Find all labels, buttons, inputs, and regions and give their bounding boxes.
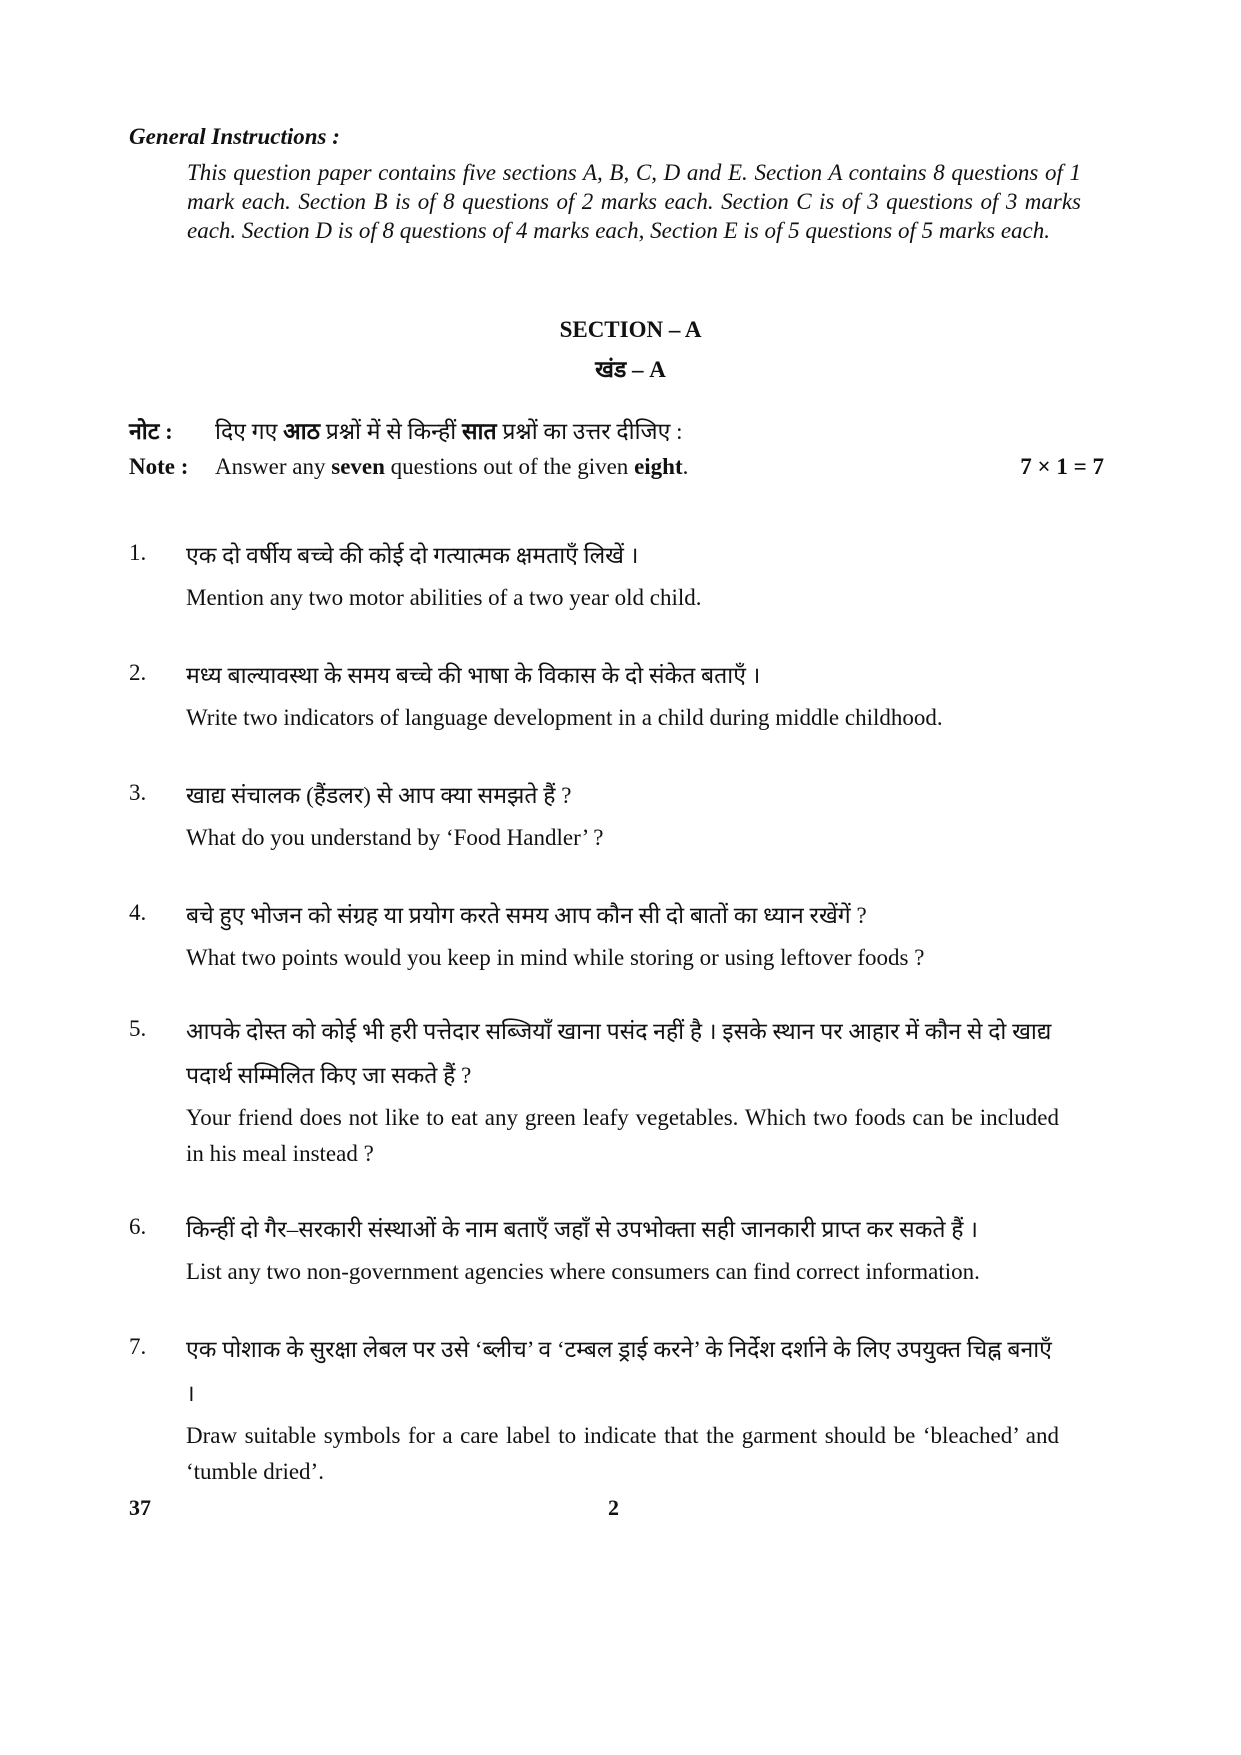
question-body: [186, 780, 1059, 856]
question-english: Mention any two motor abilities of a two year old child.: [186, 585, 702, 610]
note-label-hindi: नोट :: [129, 419, 173, 444]
question-number: 6.: [129, 1214, 147, 1239]
question-hindi: खाद्य संचालक (हैंडलर) से आप क्या समझते हैं ?: [186, 783, 572, 808]
marks-allocation: 7 × 1 = 7: [1020, 454, 1104, 479]
question-english: What do you understand by ‘Food Handler’ ?: [186, 825, 604, 850]
question-hindi: एक दो वर्षीय बच्चे की कोई दो गत्यात्मक क्षमताएँ लिखें ।: [186, 543, 639, 568]
question-body: [186, 1214, 1059, 1290]
note-text-english: [215, 454, 688, 480]
note-text-hindi: [215, 414, 682, 446]
question-english: Draw suitable symbols for a care label to indicate that the garment should be ‘bleached’ and ‘tumble dried’.: [186, 1423, 1059, 1484]
question-english: What two points would you keep in mind while storing or using leftover foods ?: [186, 945, 925, 970]
paper-code: 37: [129, 1495, 151, 1520]
question-number: 3.: [129, 780, 147, 805]
question-hindi: मध्य बाल्यावस्था के समय बच्चे की भाषा के विकास के दो संकेत बताएँ ।: [186, 663, 761, 688]
question-hindi: बचे हुए भोजन को संग्रह या प्रयोग करते समय आप कौन सी दो बातों का ध्यान रखेंगें ?: [186, 903, 867, 928]
question-number: 7.: [129, 1334, 147, 1359]
note-hi-bold-eight: आठ: [283, 419, 320, 444]
note-en-bold-seven: seven: [331, 454, 385, 479]
question-body: [186, 900, 1059, 976]
question-hindi: किन्हीं दो गैर–सरकारी संस्थाओं के नाम बताएँ जहाँ से उपभोक्ता सही जानकारी प्राप्त कर सकते हैं ।: [186, 1217, 978, 1242]
note-hi-part1: दिए गए: [215, 419, 284, 444]
page-number: 2: [608, 1495, 619, 1520]
section-title-english: SECTION – A: [559, 317, 702, 342]
question-number: 1.: [129, 540, 147, 565]
note-hi-bold-seven: सात: [461, 419, 497, 444]
question-english: Your friend does not like to eat any green leafy vegetables. Which two foods can be included in his meal instead ?: [186, 1105, 1059, 1166]
note-hi-part2: प्रश्नों में से किन्हीं: [319, 419, 462, 444]
question-hindi: आपके दोस्त को कोई भी हरी पत्तेदार सब्जियाँ खाना पसंद नहीं है । इसके स्थान पर आहार में कौन से दो खाद्य पदार्थ सम्मिलित किए जा सकते हैं ?: [186, 1019, 1052, 1088]
question-body: [186, 1334, 1059, 1490]
note-en-part3: .: [682, 454, 689, 479]
note-hi-part3: प्रश्नों का उत्तर दीजिए :: [496, 419, 683, 444]
question-number: 2.: [129, 660, 147, 685]
question-hindi: एक पोशाक के सुरक्षा लेबल पर उसे ‘ब्लीच’ व ‘टम्बल ड्राई करने’ के निर्देश दर्शाने के लिए उपयुक्त चिह्न बनाएँ ।: [186, 1337, 1052, 1406]
question-number: 5.: [129, 1016, 147, 1041]
question-number: 4.: [129, 900, 147, 925]
general-instructions-heading: General Instructions :: [129, 124, 340, 149]
question-english: Write two indicators of language development in a child during middle childhood.: [186, 705, 943, 730]
general-instructions-text: This question paper contains five sections A, B, C, D and E. Section A contains 8 questions of 1 mark each. Section B is of 8 questions of 2 marks each. Section C is of 3 questions of 3 marks each. Section D is of 8 questions of 4 marks each, Section E is of 5 questions of 5 marks each.: [187, 160, 1081, 243]
section-title-hindi: खंड – A: [595, 357, 666, 382]
question-body: [186, 660, 1059, 736]
note-en-bold-eight: eight: [634, 454, 683, 479]
note-en-part2: questions out of the given: [384, 454, 635, 479]
question-body: [186, 540, 1059, 616]
note-label-english: Note :: [129, 454, 189, 479]
note-en-part1: Answer any: [215, 454, 332, 479]
question-body: [186, 1016, 1059, 1172]
question-english: List any two non-government agencies where consumers can find correct information.: [186, 1259, 980, 1284]
